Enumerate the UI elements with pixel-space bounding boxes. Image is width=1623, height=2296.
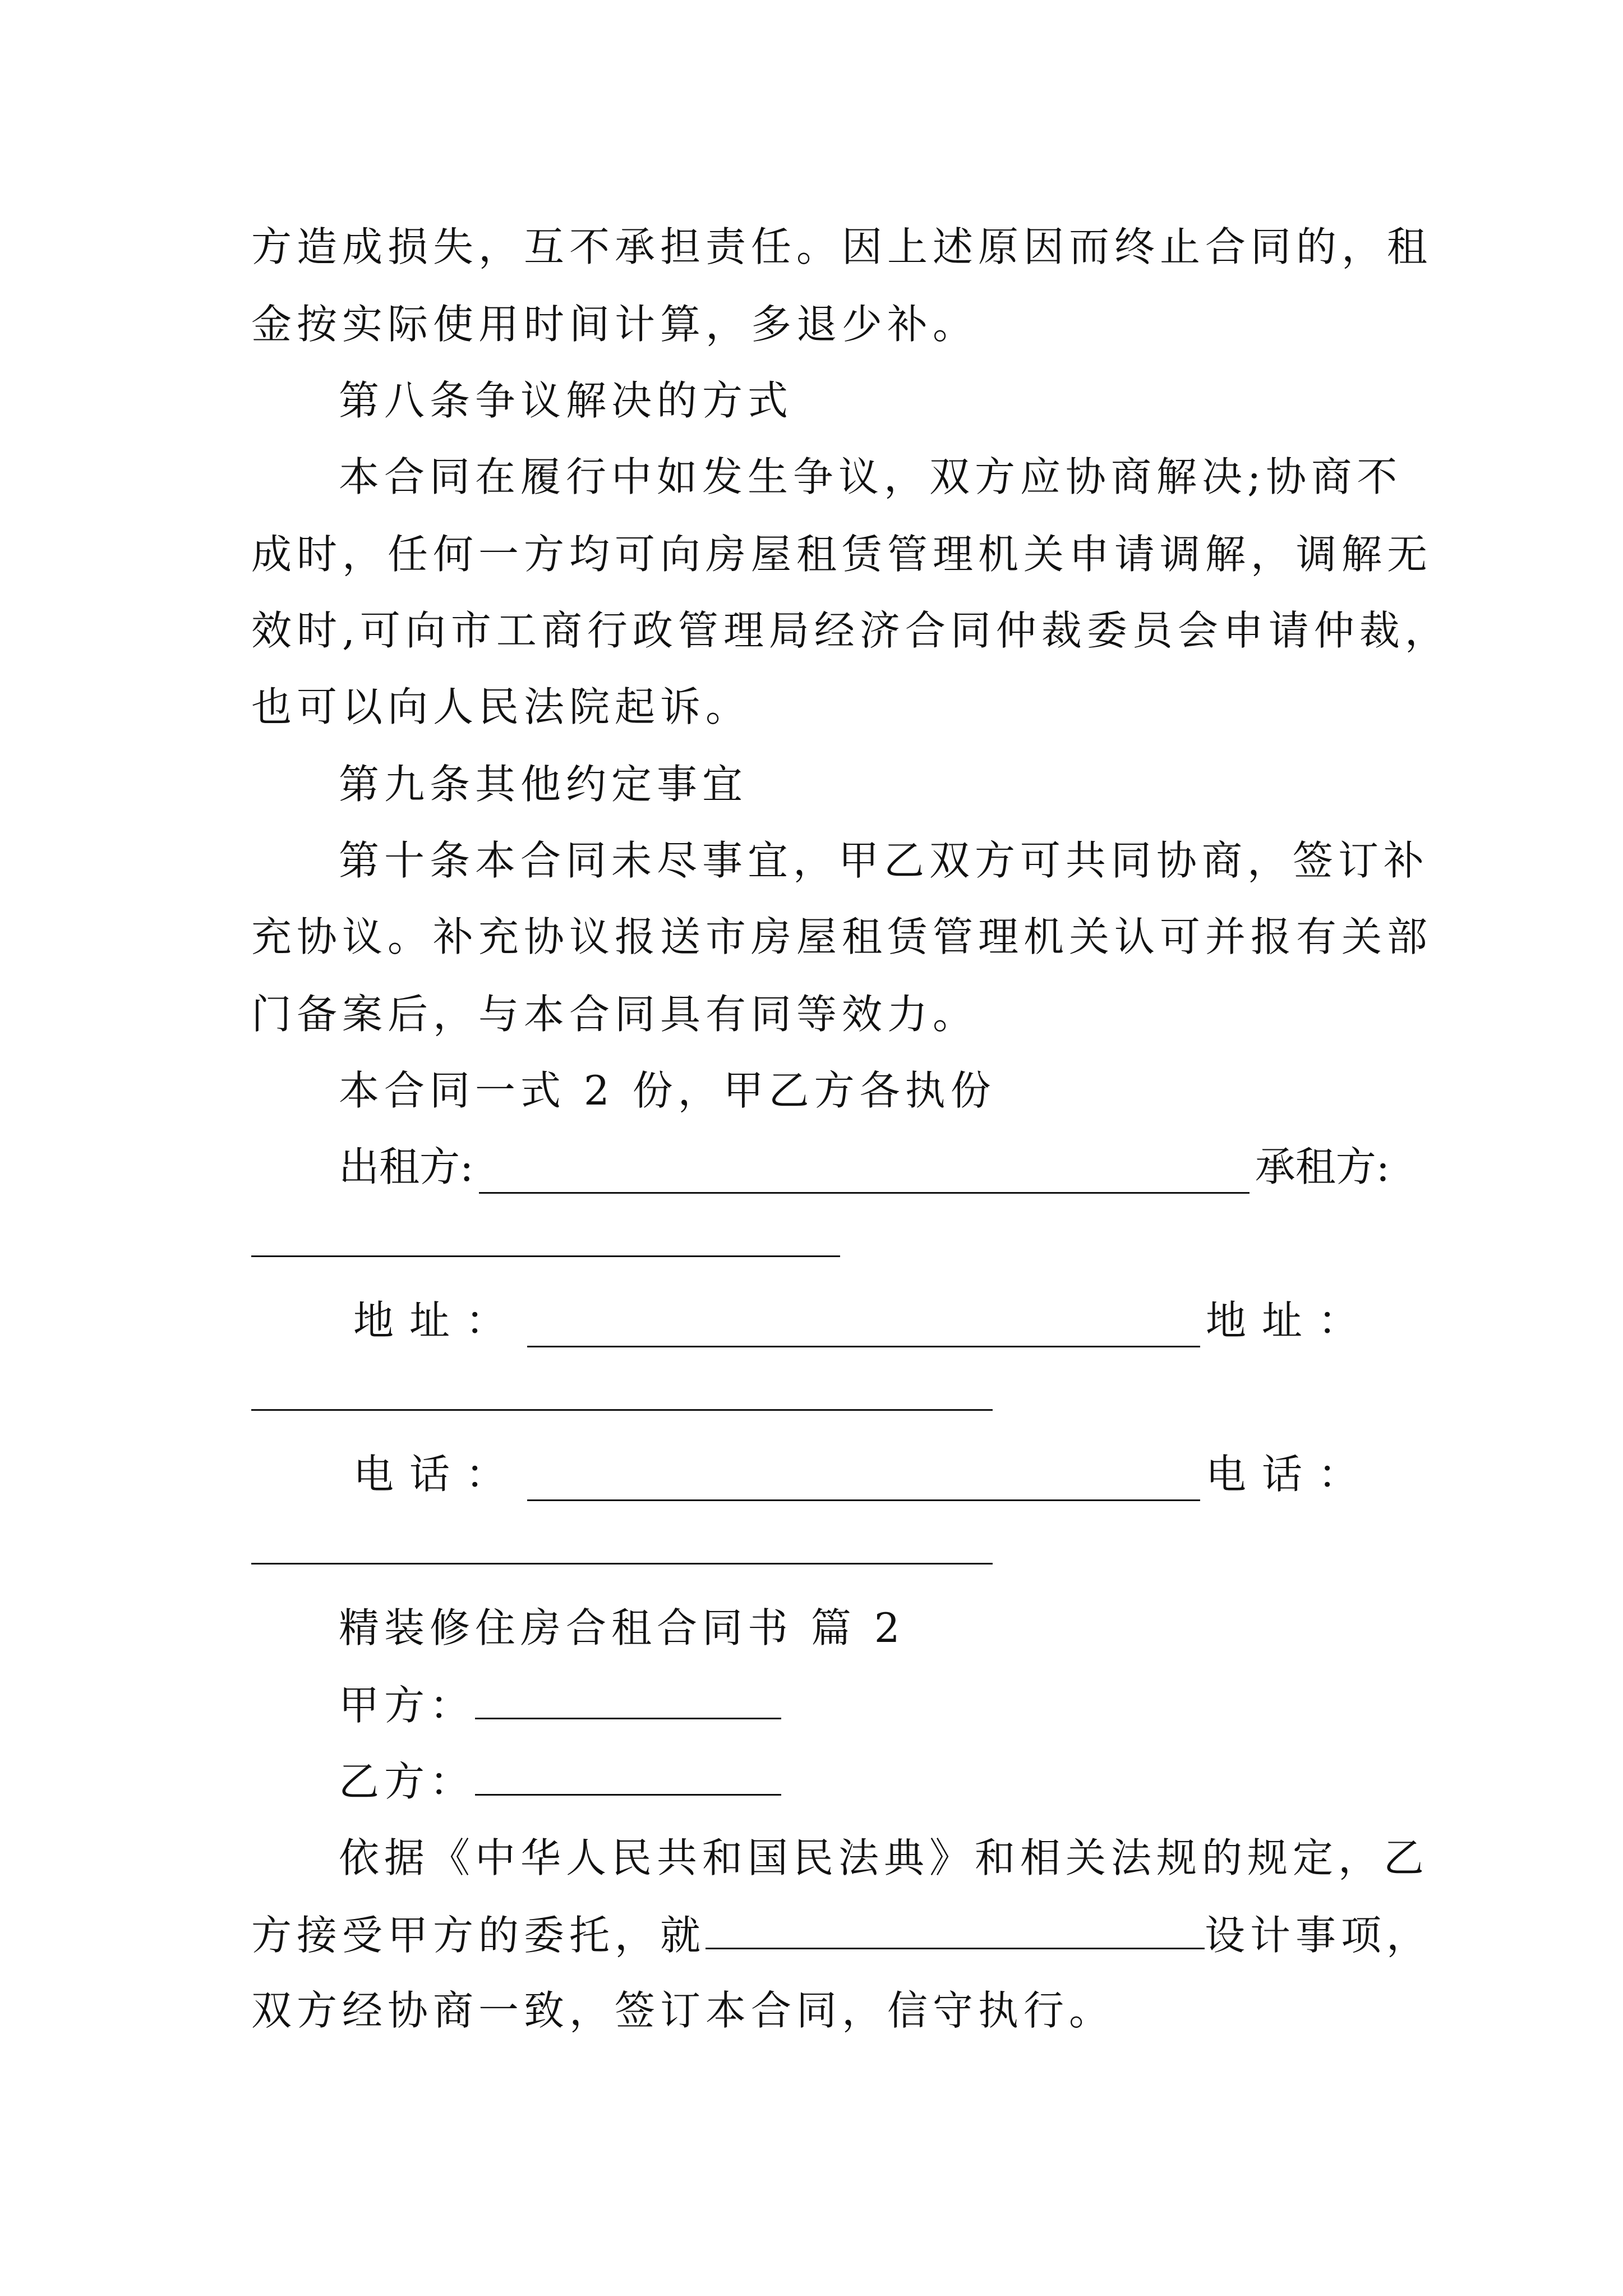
text-line-12: 本合同一式 2 份，甲乙方各执份: [339, 1067, 996, 1114]
address-blank-left: [527, 1305, 1200, 1347]
para-line-2-before: 方接受甲方的委托，就: [251, 1912, 706, 1959]
contract-2-title: 精装修住房合租合同书 篇 2: [339, 1604, 905, 1651]
text-line-9: 第十条本合同未尽事宜，甲乙双方可共同协商，签订补: [339, 837, 1430, 884]
text-line-10: 充协议。补充协议报送市房屋租赁管理机关认可并报有关部: [251, 913, 1433, 960]
party-a-label: 甲方：: [339, 1682, 476, 1729]
design-item-blank: [706, 1907, 1205, 1949]
party-a-blank: [475, 1677, 781, 1719]
address-label-left: 地址：: [353, 1297, 522, 1344]
text-line-4: 本合同在履行中如发生争议，双方应协商解决;协商不: [339, 453, 1403, 500]
address-label-right: 地址：: [1205, 1297, 1374, 1344]
contract-2-para-line-1: 依据《中华人民共和国民法典》和相关法规的规定，乙: [339, 1834, 1430, 1881]
phone-blank-right: [251, 1563, 993, 1565]
contract-2-para-line-3: 双方经协商一致，签订本合同，信守执行。: [251, 1987, 1115, 2034]
lessor-label: 出租方:: [339, 1143, 474, 1190]
text-line-2: 金按实际使用时间计算，多退少补。: [251, 301, 979, 348]
contract-2-para-line-2: [251, 1907, 1432, 1962]
lessee-label: 承租方:: [1255, 1143, 1390, 1190]
para-line-2-after: 设计事项，: [1205, 1912, 1432, 1959]
phone-row: [353, 1447, 1374, 1501]
phone-label-right: 电话：: [1205, 1451, 1374, 1498]
party-b-blank: [475, 1754, 781, 1796]
lessee-blank: [251, 1255, 840, 1257]
article-8-heading: 第八条争议解决的方式: [339, 377, 794, 424]
address-row: [353, 1294, 1374, 1347]
text-line-11: 门备案后，与本合同具有同等效力。: [251, 991, 979, 1038]
text-line-1: 方造成损失，互不承担责任。因上述原因而终止合同的，租: [251, 223, 1433, 270]
article-9-heading: 第九条其他约定事宜: [339, 761, 748, 808]
phone-label-left: 电话：: [353, 1451, 522, 1498]
phone-blank-left: [527, 1459, 1200, 1501]
party-b-label: 乙方：: [339, 1758, 476, 1805]
address-blank-right: [251, 1409, 993, 1411]
lessor-blank: [479, 1152, 1249, 1194]
text-line-6: 效时,可向市工商行政管理局经济合同仲裁委员会申请仲裁，: [251, 607, 1450, 654]
lessor-lessee-row: [339, 1140, 1390, 1194]
party-a-row: [339, 1677, 1390, 1732]
party-b-row: [339, 1754, 1390, 1809]
text-line-7: 也可以向人民法院起诉。: [251, 683, 751, 730]
text-line-5: 成时，任何一方均可向房屋租赁管理机关申请调解，调解无: [251, 531, 1433, 578]
